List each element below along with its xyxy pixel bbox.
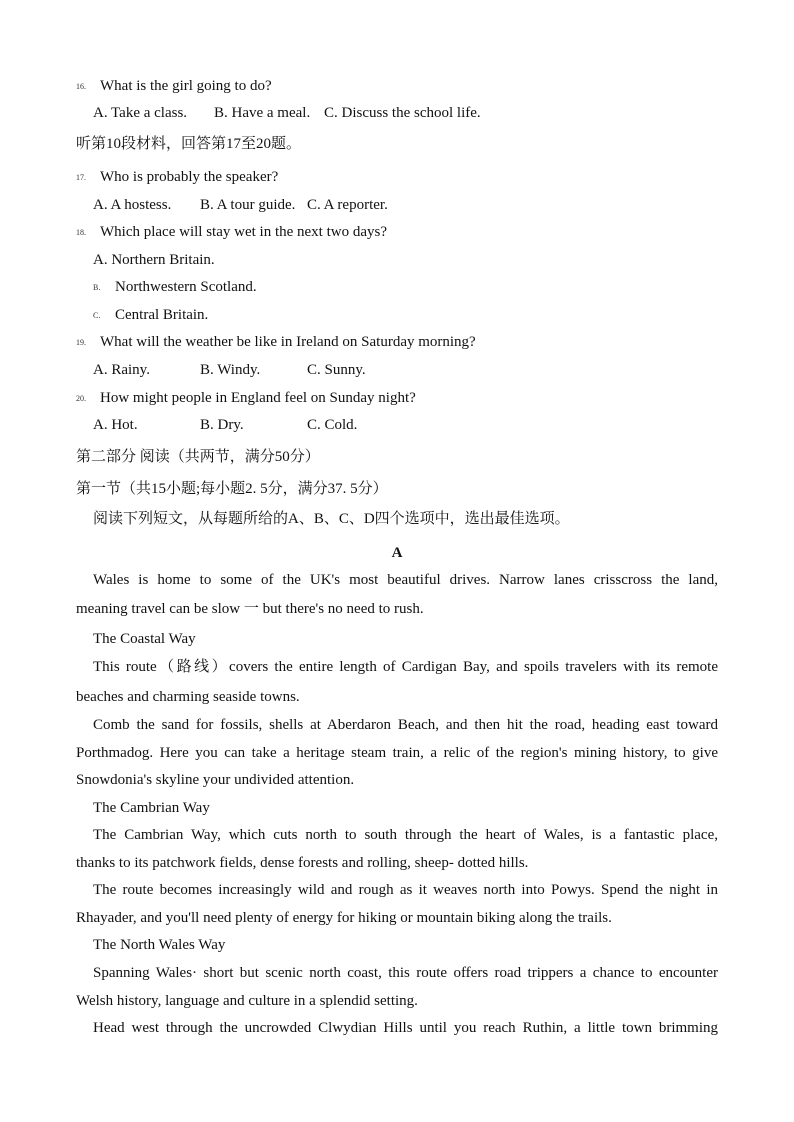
option-a: A. Northern Britain. [93, 252, 215, 268]
option-c: C. Cold. [307, 417, 358, 433]
option-a: A. Hot. [93, 417, 138, 433]
option-b: B. Windy. [200, 362, 261, 378]
question-number: 19. [76, 338, 86, 347]
paragraph-line: The Cambrian Way, which cuts north to south through the heart of Wales, is a fantastic place, [93, 827, 718, 843]
option-a: A. A hostess. [93, 197, 172, 213]
option-c: C. A reporter. [307, 197, 388, 213]
paragraph-line: beaches and charming seaside towns. [76, 689, 300, 705]
option-b: B. Have a meal. [214, 105, 311, 121]
subheading: The Cambrian Way [93, 800, 210, 816]
paragraph-line: Porthmadog. Here you can take a heritage steam train, a relic of the region's mining history, to give [76, 745, 718, 761]
option-c: Central Britain. [115, 307, 209, 323]
option-b: B. Dry. [200, 417, 244, 433]
paragraph-line: Wales is home to some of the UK's most beautiful drives. Narrow lanes crisscross the land, [93, 572, 718, 588]
question-number: 18. [76, 228, 86, 237]
instructions: 阅读下列短文，从每题所给的A、B、C、D四个选项中，选出最佳选项。 [93, 511, 570, 527]
paragraph-line: Rhayader, and you'll need plenty of energy for hiking or mountain biking along the trails. [76, 910, 612, 926]
subheading: The Coastal Way [93, 631, 196, 647]
part-heading: 第二部分 阅读（共两节，满分50分） [76, 449, 320, 465]
option-b: B. A tour guide. [200, 197, 296, 213]
paragraph-line: Welsh history, language and culture in a splendid setting. [76, 993, 418, 1009]
question-text: What will the weather be like in Ireland on Saturday morning? [100, 334, 476, 350]
option-b: Northwestern Scotland. [115, 279, 257, 295]
paragraph-line: The route becomes increasingly wild and rough as it weaves north into Powys. Spend the night in [93, 882, 718, 898]
paragraph-line: This route（路线）covers the entire length of Cardigan Bay, and spoils travelers with its remote [93, 659, 718, 675]
option-c-label: C. [93, 311, 101, 320]
option-a: A. Rainy. [93, 362, 150, 378]
question-number: 16. [76, 82, 86, 91]
option-c: C. Sunny. [307, 362, 366, 378]
paragraph-line: Head west through the uncrowded Clwydian Hills until you reach Ruthin, a little town brimming [93, 1020, 718, 1036]
paragraph-line: Snowdonia's skyline your undivided attention. [76, 772, 355, 788]
subheading: The North Wales Way [93, 937, 226, 953]
paragraph-line: meaning travel can be slow 一 but there's no need to rush. [76, 601, 424, 617]
question-number: 17. [76, 173, 86, 182]
question-text: Which place will stay wet in the next two days? [100, 224, 387, 240]
paragraph-line: thanks to its patchwork fields, dense forests and rolling, sheep- dotted hills. [76, 855, 529, 871]
option-a: A. Take a class. [93, 105, 188, 121]
section-heading: 第一节（共15小题;每小题2. 5分，满分37. 5分） [76, 481, 388, 497]
option-b-label: B. [93, 283, 101, 292]
question-text: Who is probably the speaker? [100, 169, 279, 185]
question-text: How might people in England feel on Sunday night? [100, 390, 416, 406]
question-number: 20. [76, 394, 86, 403]
section-heading: 听第10段材料，回答第17至20题。 [76, 136, 302, 152]
paragraph-line: Spanning Wales· short but scenic north coast, this route offers road trippers a chance to encounter [93, 965, 718, 981]
question-text: What is the girl going to do? [100, 78, 272, 94]
passage-label: A [391, 545, 403, 561]
paragraph-line: Comb the sand for fossils, shells at Aberdaron Beach, and then hit the road, heading east toward [93, 717, 718, 733]
option-c: C. Discuss the school life. [324, 105, 481, 121]
